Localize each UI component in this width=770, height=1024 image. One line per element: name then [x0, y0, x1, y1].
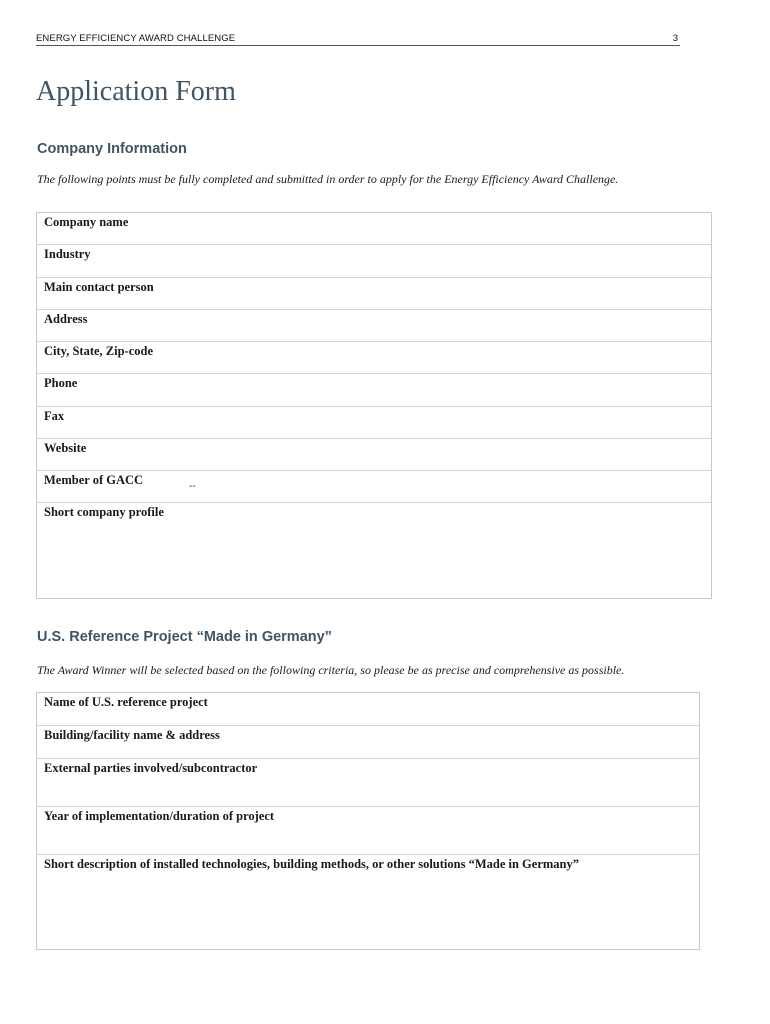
- field-phone[interactable]: [37, 374, 711, 407]
- field-building-facility[interactable]: [37, 726, 699, 759]
- field-label: Phone: [44, 376, 78, 390]
- field-short-company-profile[interactable]: [37, 503, 711, 598]
- field-label: Address: [44, 312, 88, 326]
- company-section-intro: The following points must be fully completed and submitted in order to apply for the Energy Efficiency Award Challenge.: [37, 172, 619, 186]
- field-external-parties[interactable]: [37, 759, 699, 807]
- field-label: Industry: [44, 247, 91, 261]
- field-label: Building/facility name & address: [44, 728, 220, 742]
- field-label: Short description of installed technologies, building methods, or other solutions “Made in Germany”: [44, 857, 579, 871]
- reference-section-intro: The Award Winner will be selected based on the following criteria, so please be as precise and comprehensive as possible.: [37, 663, 625, 677]
- company-information-heading: Company Information: [37, 141, 187, 157]
- field-reference-project-name[interactable]: [37, 693, 699, 726]
- field-company-name[interactable]: [37, 213, 711, 245]
- field-technology-description[interactable]: [37, 855, 699, 949]
- field-address[interactable]: [37, 310, 711, 342]
- page-number: 3: [672, 33, 678, 44]
- field-label: Company name: [44, 215, 129, 229]
- field-member-of-gacc[interactable]: [37, 471, 711, 503]
- field-industry[interactable]: [37, 245, 711, 278]
- field-main-contact-person[interactable]: [37, 278, 711, 310]
- field-website[interactable]: [37, 439, 711, 471]
- reference-project-heading: U.S. Reference Project “Made in Germany”: [37, 629, 332, 645]
- field-city-state-zip[interactable]: [37, 342, 711, 374]
- header-title: ENERGY EFFICIENCY AWARD CHALLENGE: [36, 33, 236, 44]
- gacc-member-value[interactable]: --: [189, 481, 196, 492]
- field-label: Member of GACC: [44, 473, 144, 487]
- reference-project-table: [36, 692, 700, 950]
- running-header: [36, 33, 680, 46]
- company-information-table: [36, 212, 712, 599]
- field-label: External parties involved/subcontractor: [44, 761, 258, 775]
- field-label: City, State, Zip-code: [44, 344, 154, 358]
- field-label: Main contact person: [44, 280, 154, 294]
- field-label: Year of implementation/duration of project: [44, 809, 275, 823]
- field-label: Short company profile: [44, 505, 164, 519]
- field-label: Name of U.S. reference project: [44, 695, 208, 709]
- field-label: Website: [44, 441, 87, 455]
- field-year-of-implementation[interactable]: [37, 807, 699, 855]
- document-title: Application Form: [36, 76, 236, 107]
- field-fax[interactable]: [37, 407, 711, 439]
- field-label: Fax: [44, 409, 65, 423]
